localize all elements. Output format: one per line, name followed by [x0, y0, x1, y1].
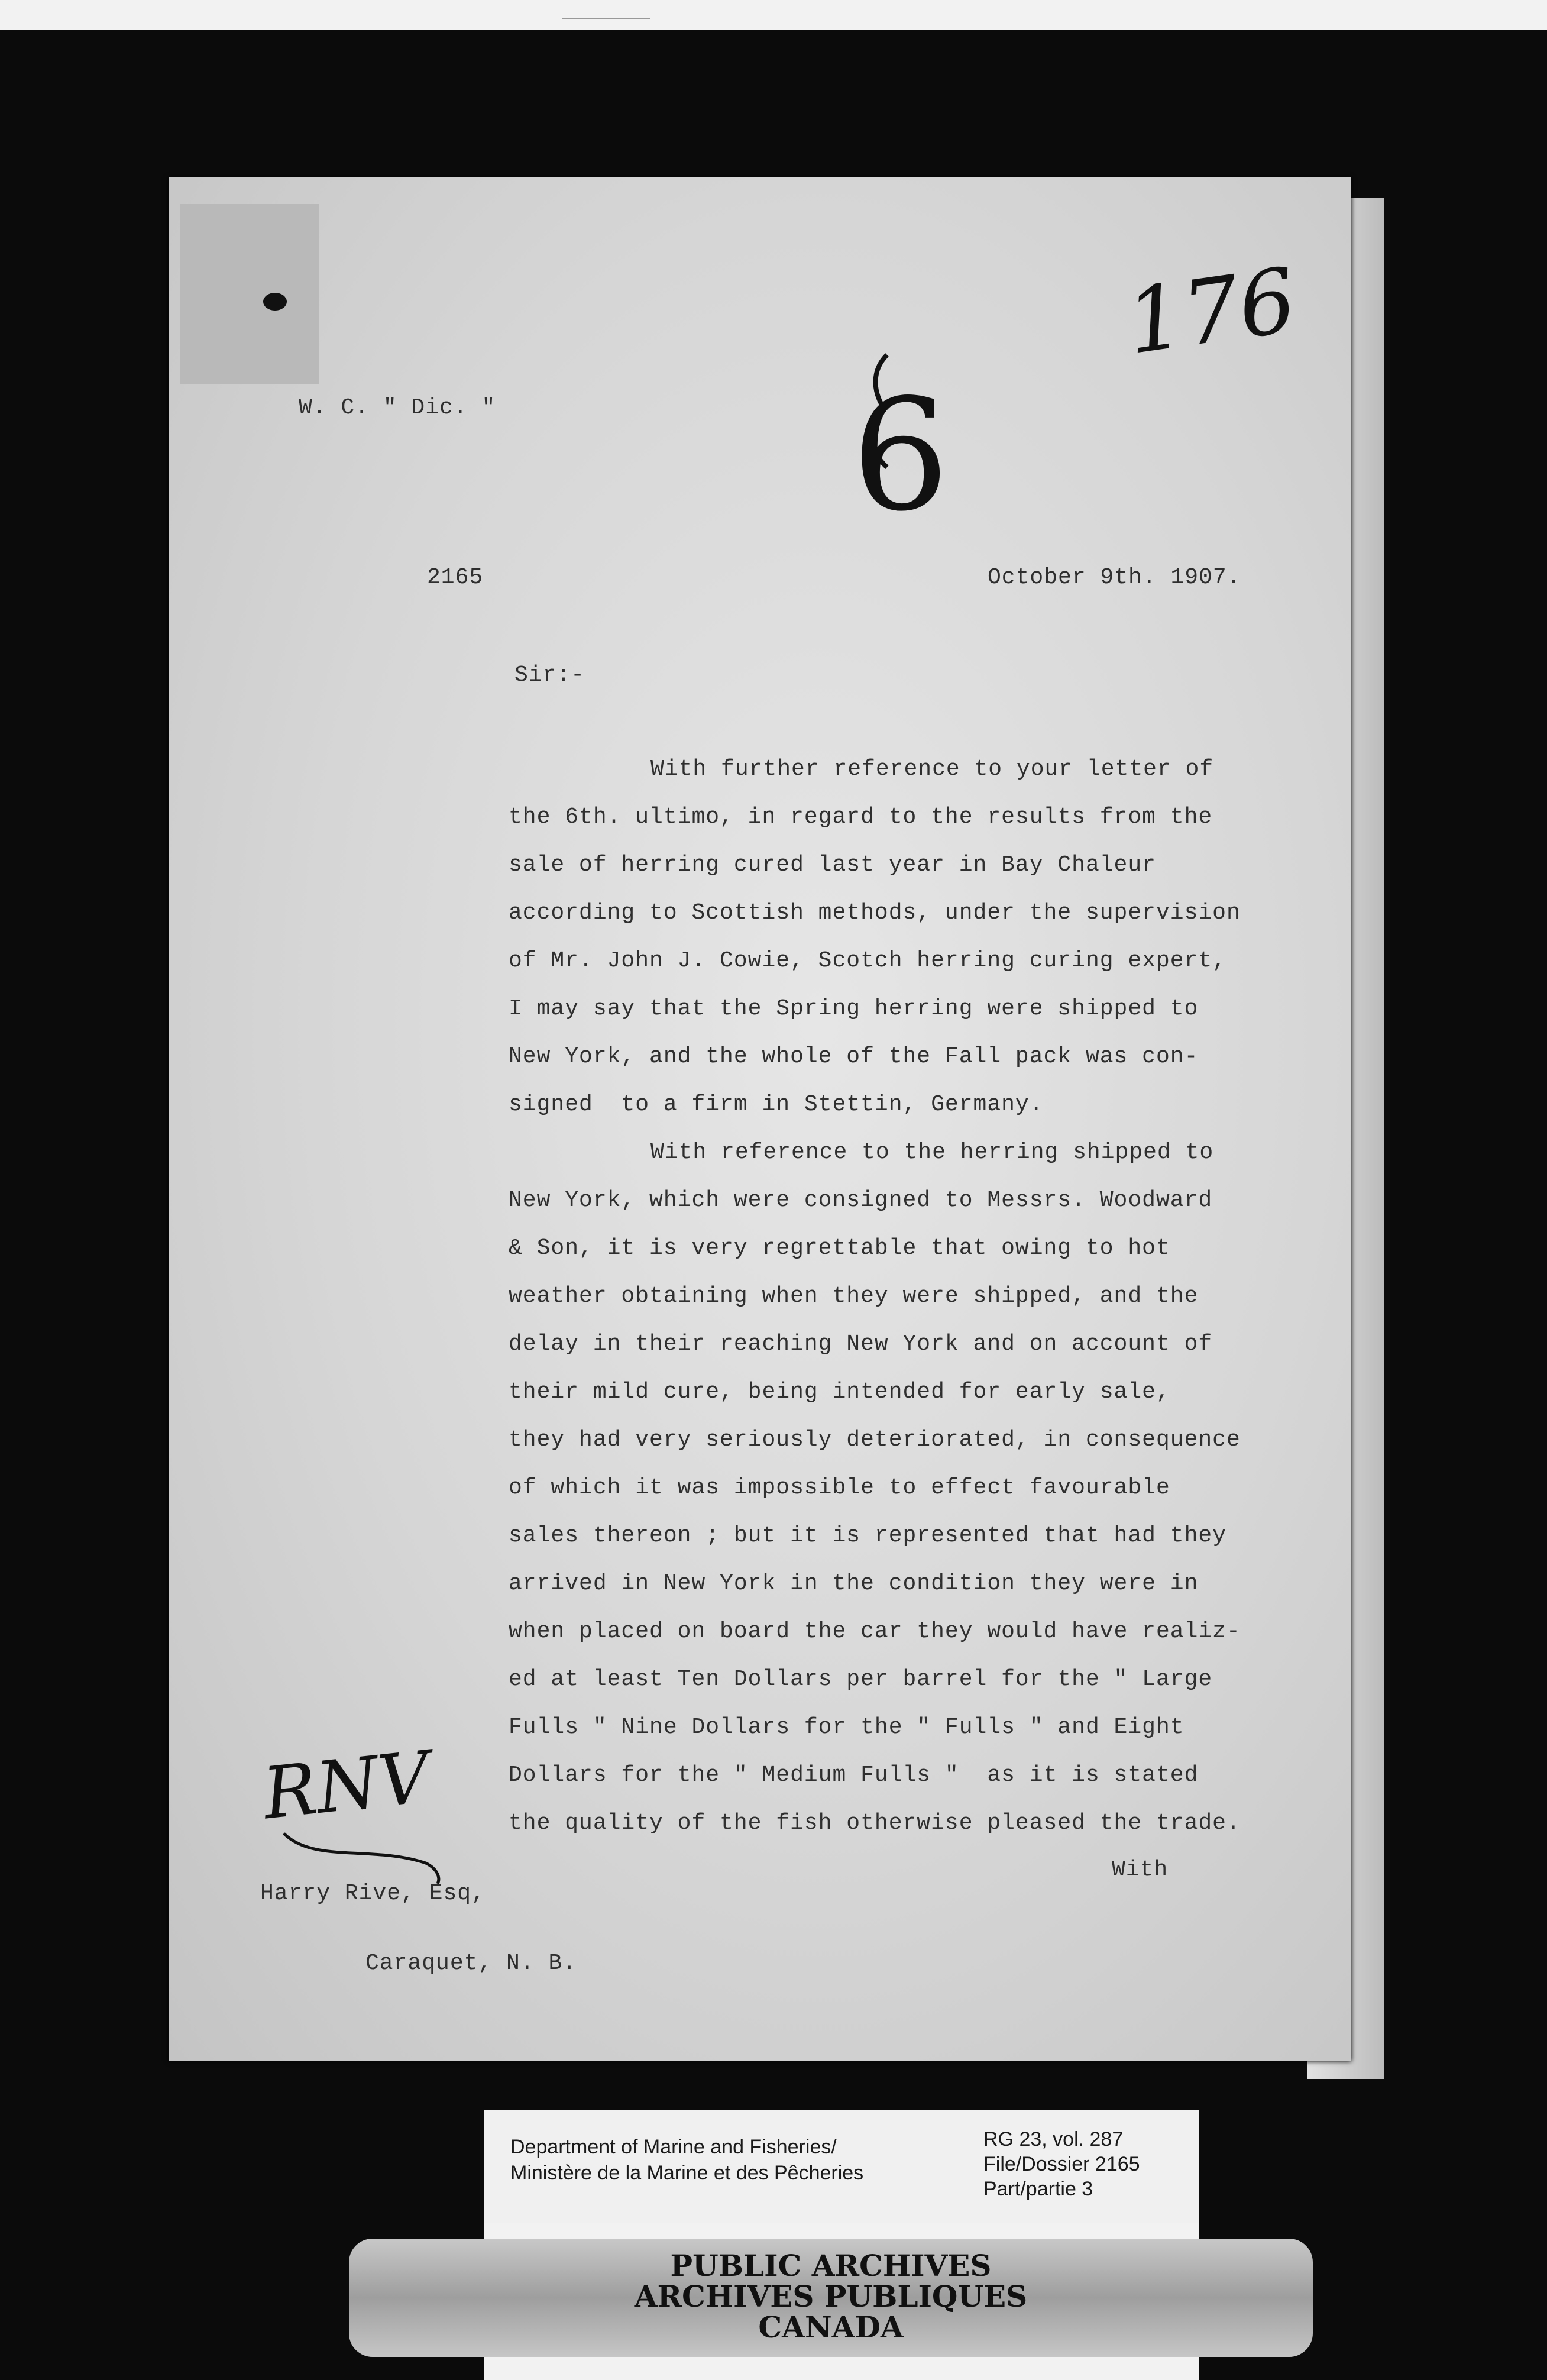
body-line: With further reference to your letter of	[650, 756, 1214, 782]
body-line: delay in their reaching New York and on account of	[509, 1331, 1213, 1357]
frame-scratch	[562, 18, 650, 19]
body-line: the 6th. ultimo, in regard to the results from the	[509, 804, 1213, 830]
body-line: the quality of the fish otherwise pleased the trade.	[509, 1810, 1241, 1836]
department-fr: Ministère de la Marine et des Pêcheries	[510, 2162, 864, 2184]
department-en: Department of Marine and Fisheries/	[510, 2136, 837, 2158]
handwritten-bracket-mark	[852, 349, 934, 473]
body-line: weather obtaining when they were shipped, and the	[509, 1283, 1199, 1309]
body-line: Dollars for the " Medium Fulls " as it is stated	[509, 1763, 1199, 1788]
handwritten-initials: RNV	[259, 1736, 434, 1836]
body-line: With reference to the herring shipped to	[650, 1140, 1214, 1165]
body-line: signed to a firm in Stettin, Germany.	[509, 1092, 1044, 1117]
letter-date: October 9th. 1907.	[988, 565, 1241, 590]
body-line: of which it was impossible to effect favourable	[509, 1475, 1170, 1501]
department-label	[510, 2134, 863, 2186]
handwritten-mark: 6	[852, 367, 950, 545]
page-corner-tab	[180, 204, 319, 384]
punch-hole	[263, 293, 287, 311]
body-line: ed at least Ten Dollars per barrel for the " Large	[509, 1667, 1213, 1692]
header-code: W. C. " Dic. "	[299, 395, 496, 421]
file-number: 2165	[427, 565, 484, 590]
body-line: they had very seriously deteriorated, in consequence	[509, 1427, 1241, 1453]
body-line: according to Scottish methods, under the supervision	[509, 900, 1241, 926]
body-line: sale of herring cured last year in Bay Chaleur	[509, 852, 1156, 878]
folio-number: 176	[1120, 248, 1303, 375]
body-line: New York, which were consigned to Messrs. Woodward	[509, 1188, 1213, 1213]
stamp-line-3: CANADA	[758, 2310, 904, 2345]
body-line: their mild cure, being intended for early sale,	[509, 1379, 1170, 1405]
initials-underline	[278, 1822, 455, 1887]
body-line: arrived in New York in the condition they were in	[509, 1571, 1199, 1596]
body-line: Fulls " Nine Dollars for the " Fulls " and Eight	[509, 1715, 1184, 1740]
body-line: I may say that the Spring herring were shipped to	[509, 996, 1199, 1021]
film-frame-top	[0, 0, 1547, 30]
archive-caption-card	[484, 2110, 1199, 2223]
stamp-line-2: ARCHIVES PUBLIQUES	[634, 2279, 1028, 2314]
body-line: when placed on board the car they would have realiz-	[509, 1619, 1241, 1644]
file-dossier: File/Dossier 2165	[983, 2153, 1140, 2175]
body-line: New York, and the whole of the Fall pack was con-	[509, 1044, 1199, 1069]
part-partie: Part/partie 3	[983, 2178, 1093, 2200]
continuation-word: With	[1112, 1857, 1169, 1883]
body-line: & Son, it is very regrettable that owing to hot	[509, 1236, 1170, 1261]
record-group: RG 23, vol. 287	[983, 2128, 1124, 2151]
reference-label	[983, 2127, 1140, 2201]
salutation: Sir:-	[514, 662, 585, 688]
stamp-line-1: PUBLIC ARCHIVES	[670, 2248, 992, 2283]
letter-body	[509, 745, 1325, 1847]
recipient-name: Harry Rive, Esq,	[260, 1881, 486, 1906]
body-line: sales thereon ; but it is represented that had they	[509, 1523, 1226, 1548]
body-line: of Mr. John J. Cowie, Scotch herring curing expert,	[509, 948, 1226, 974]
recipient-place: Caraquet, N. B.	[365, 1951, 577, 1976]
archives-stamp	[349, 2239, 1313, 2357]
